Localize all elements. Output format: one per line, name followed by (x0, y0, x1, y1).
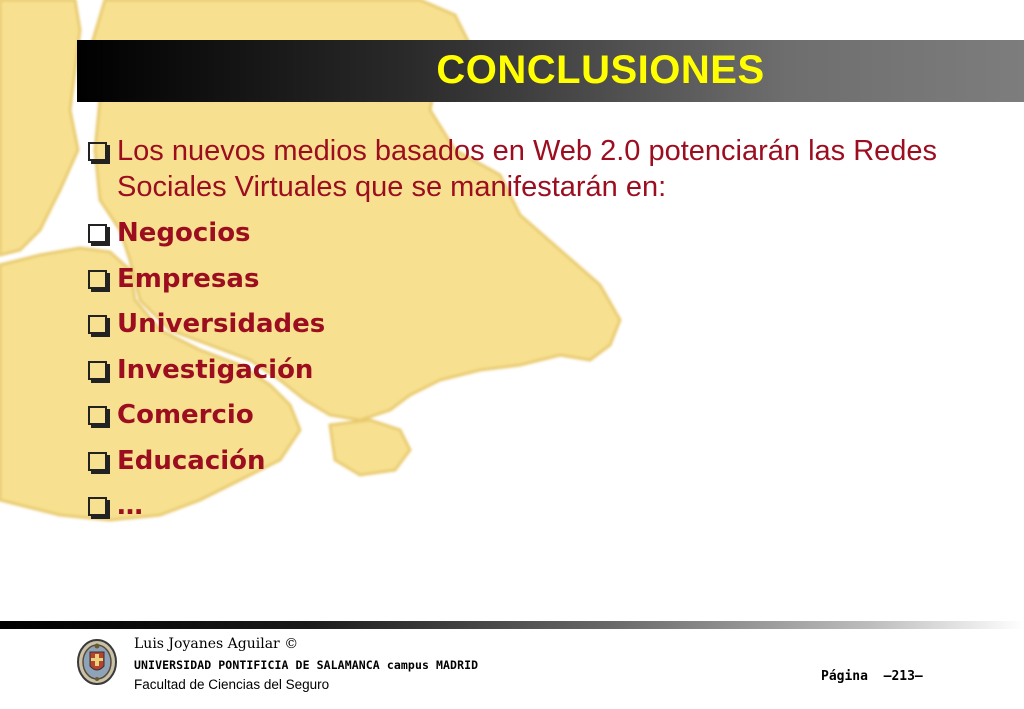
footer-faculty: Facultad de Ciencias del Seguro (134, 677, 330, 692)
checkbox-bullet-icon (88, 452, 107, 471)
footer-divider (0, 621, 1024, 629)
list-item (88, 397, 948, 443)
list-item-label: … (117, 491, 143, 521)
list-item (88, 261, 948, 307)
list-item-label: Universidades (117, 309, 326, 339)
intro-bullet (88, 133, 948, 205)
checkbox-bullet-icon (88, 224, 107, 243)
university-seal-icon (76, 638, 118, 686)
list-item-label: Educación (117, 445, 266, 476)
list-item-label: Comercio (117, 400, 254, 430)
list-item (88, 352, 948, 398)
bullet-list (88, 133, 948, 534)
page-number: –213– (883, 669, 923, 684)
list-item-label: Investigación (117, 354, 314, 385)
checkbox-bullet-icon (88, 361, 107, 380)
checkbox-bullet-icon (88, 270, 107, 289)
list-item-label: Negocios (117, 218, 251, 248)
slide-title: CONCLUSIONES (436, 48, 765, 92)
list-item-label: Empresas (117, 263, 260, 294)
list-item (88, 443, 948, 489)
checkbox-bullet-icon (88, 406, 107, 425)
footer-author: Luis Joyanes Aguilar © (134, 636, 299, 652)
list-item (88, 215, 948, 261)
intro-text: Los nuevos medios basados en Web 2.0 potenciarán las Redes Sociales Virtuales que se manifestarán en: (117, 135, 938, 203)
page-label: Página (821, 669, 868, 684)
checkbox-bullet-icon (88, 315, 107, 334)
checkbox-bullet-icon (88, 142, 107, 161)
page-indicator (821, 669, 923, 684)
title-bar (77, 40, 1024, 102)
list-item (88, 488, 948, 534)
list-item (88, 306, 948, 352)
footer-university: UNIVERSIDAD PONTIFICIA DE SALAMANCA campus MADRID (134, 658, 479, 672)
checkbox-bullet-icon (88, 497, 107, 516)
